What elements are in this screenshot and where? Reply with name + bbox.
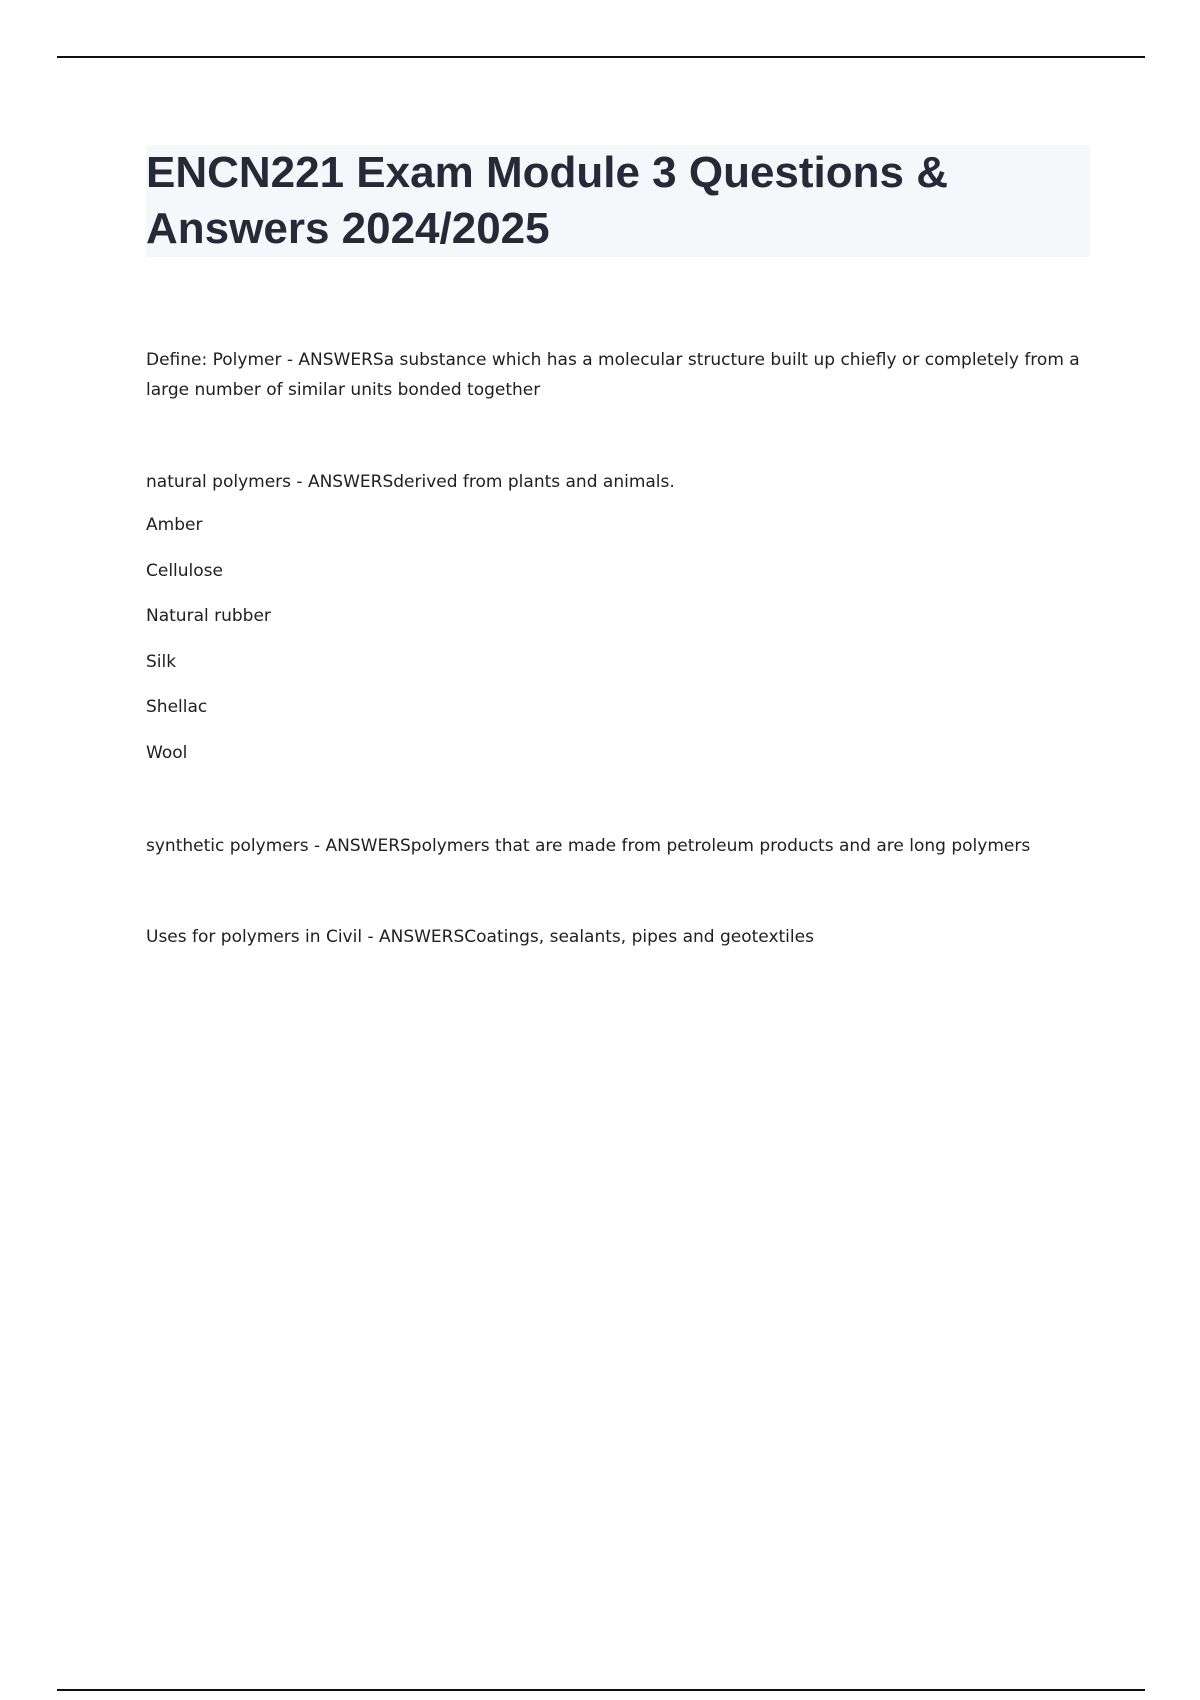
qa-answer: synthetic polymers - ANSWERSpolymers that are made from petroleum products and are long polymers [146, 836, 1031, 856]
list-item: Cellulose [146, 561, 223, 581]
list-item: Silk [146, 652, 177, 672]
top-rule [57, 56, 1145, 58]
qa-entry-natural-polymers [146, 467, 1086, 497]
qa-entry-polymer [146, 345, 1086, 405]
title-block [146, 145, 1090, 257]
list-item: Amber [146, 515, 203, 535]
bottom-rule [57, 1689, 1145, 1691]
list-item: Natural rubber [146, 606, 271, 626]
qa-answer: Define: Polymer - ANSWERSa substance which has a molecular structure built up chiefly or completely from a large number of similar units bonded together [146, 350, 1080, 400]
qa-entry-synthetic-polymers [146, 831, 1086, 861]
qa-answer: natural polymers - ANSWERSderived from plants and animals. [146, 472, 675, 492]
qa-entry-uses-in-civil [146, 922, 1086, 952]
list-item: Wool [146, 743, 188, 763]
list-item: Shellac [146, 697, 208, 717]
qa-answer: Uses for polymers in Civil - ANSWERSCoatings, sealants, pipes and geotextiles [146, 927, 814, 947]
document-title: ENCN221 Exam Module 3 Questions & Answers 2024/2025 [146, 148, 948, 253]
